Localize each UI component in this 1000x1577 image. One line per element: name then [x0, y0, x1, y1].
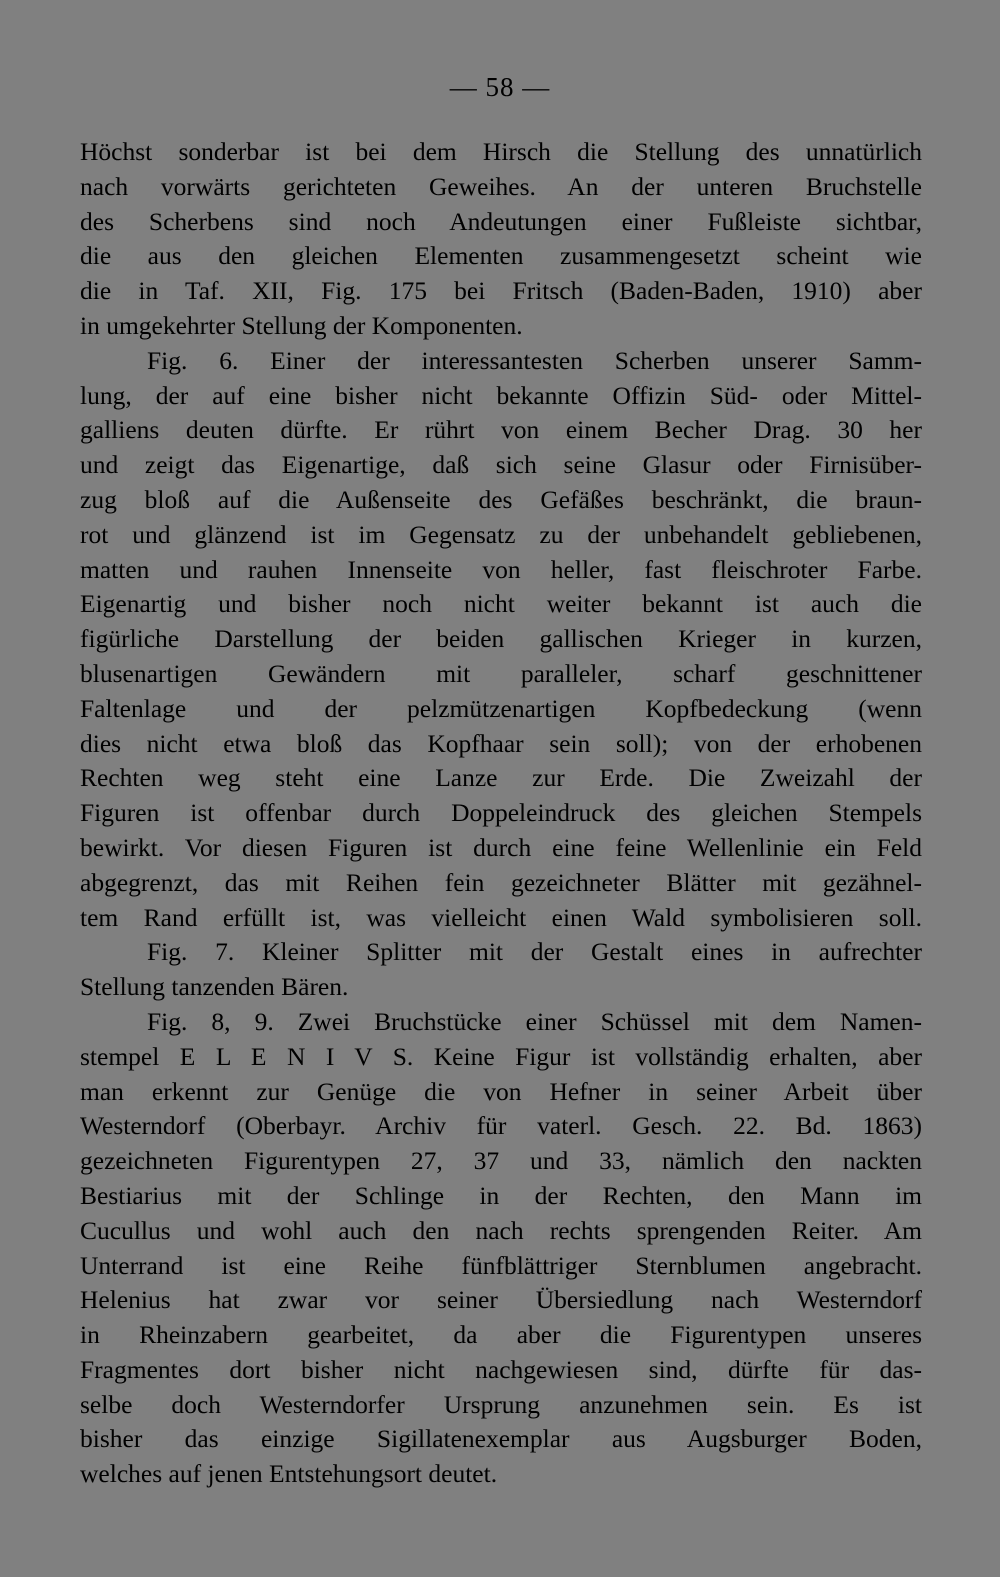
- text-line: Westerndorf (Oberbayr. Archiv für vaterl. Gesch. 22. Bd. 1863): [80, 1111, 922, 1141]
- text-line: selbe doch Westerndorfer Ursprung anzunehmen sein. Es ist: [80, 1389, 922, 1419]
- text-line: des Scherbens sind noch Andeutungen einer Fußleiste sichtbar,: [80, 206, 922, 236]
- text-line: blusenartigen Gewändern mit paralleler, scharf geschnittener: [80, 658, 922, 688]
- text-line: Fig. 6. Einer der interessantesten Scherben unserer Samm-: [147, 345, 922, 375]
- text-line: Cucullus und wohl auch den nach rechts sprengenden Reiter. Am: [80, 1215, 922, 1245]
- text-line: in umgekehrter Stellung der Komponenten.: [80, 310, 523, 340]
- text-line: dies nicht etwa bloß das Kopfhaar sein soll); von der erhobenen: [80, 728, 922, 758]
- text-line: Stellung tanzenden Bären.: [80, 972, 349, 1002]
- text-line: figürliche Darstellung der beiden gallischen Krieger in kurzen,: [80, 624, 922, 654]
- text-line: bewirkt. Vor diesen Figuren ist durch eine feine Wellenlinie ein Feld: [80, 832, 922, 862]
- text-line: Figuren ist offenbar durch Doppeleindruck des gleichen Stempels: [80, 798, 922, 828]
- text-line: stempel E L E N I V S. Keine Figur ist vollständig erhalten, aber: [80, 1041, 922, 1071]
- text-line: nach vorwärts gerichteten Geweihes. An der unteren Bruchstelle: [80, 171, 922, 201]
- text-line: Rechten weg steht eine Lanze zur Erde. Die Zweizahl der: [80, 763, 922, 793]
- text-line: die aus den gleichen Elementen zusammengesetzt scheint wie: [80, 241, 922, 271]
- text-line: und zeigt das Eigenartige, daß sich seine Glasur oder Firnisüber-: [80, 450, 922, 480]
- text-line: Unterrand ist eine Reihe fünfblättriger Sternblumen angebracht.: [80, 1250, 922, 1280]
- text-line: abgegrenzt, das mit Reihen fein gezeichneter Blätter mit gezähnel-: [80, 867, 922, 897]
- text-line: Höchst sonderbar ist bei dem Hirsch die Stellung des unnatürlich: [80, 137, 922, 166]
- text-line: galliens deuten dürfte. Er rührt von einem Becher Drag. 30 her: [80, 415, 922, 445]
- text-line: Bestiarius mit der Schlinge in der Rechten, den Mann im: [80, 1180, 922, 1210]
- text-line: tem Rand erfüllt ist, was vielleicht einen Wald symbolisieren soll.: [80, 902, 922, 932]
- text-line: Helenius hat zwar vor seiner Übersiedlung nach Westerndorf: [80, 1285, 922, 1315]
- text-line: man erkennt zur Genüge die von Hefner in seiner Arbeit über: [80, 1076, 922, 1106]
- text-line: rot und glänzend ist im Gegensatz zu der unbehandelt gebliebenen,: [80, 519, 922, 549]
- text-line: welches auf jenen Entstehungsort deutet.: [80, 1459, 498, 1489]
- text-line: Fig. 8, 9. Zwei Bruchstücke einer Schüssel mit dem Namen-: [147, 1006, 922, 1036]
- text-line: gezeichneten Figurentypen 27, 37 und 33, nämlich den nackten: [80, 1146, 922, 1176]
- text-line: Faltenlage und der pelzmützenartigen Kopfbedeckung (wenn: [80, 693, 922, 723]
- text-line: matten und rauhen Innenseite von heller, fast fleischroter Farbe.: [80, 554, 922, 584]
- text-line: lung, der auf eine bisher nicht bekannte Offizin Süd- oder Mittel-: [80, 380, 922, 410]
- text-line: in Rheinzabern gearbeitet, da aber die Figurentypen unseres: [80, 1320, 922, 1350]
- page-number: — 58 —: [449, 72, 551, 102]
- text-line: zug bloß auf die Außenseite des Gefäßes beschränkt, die braun-: [80, 484, 922, 514]
- text-line: bisher das einzige Sigillatenexemplar aus Augsburger Boden,: [80, 1424, 922, 1454]
- text-line: Eigenartig und bisher noch nicht weiter bekannt ist auch die: [80, 589, 922, 619]
- body-text: [80, 135, 922, 1492]
- text-line: die in Taf. XII, Fig. 175 bei Fritsch (Baden-Baden, 1910) aber: [80, 276, 922, 306]
- text-line: Fig. 7. Kleiner Splitter mit der Gestalt eines in aufrechter: [147, 937, 922, 967]
- text-line: Fragmentes dort bisher nicht nachgewiesen sind, dürfte für das-: [80, 1354, 922, 1384]
